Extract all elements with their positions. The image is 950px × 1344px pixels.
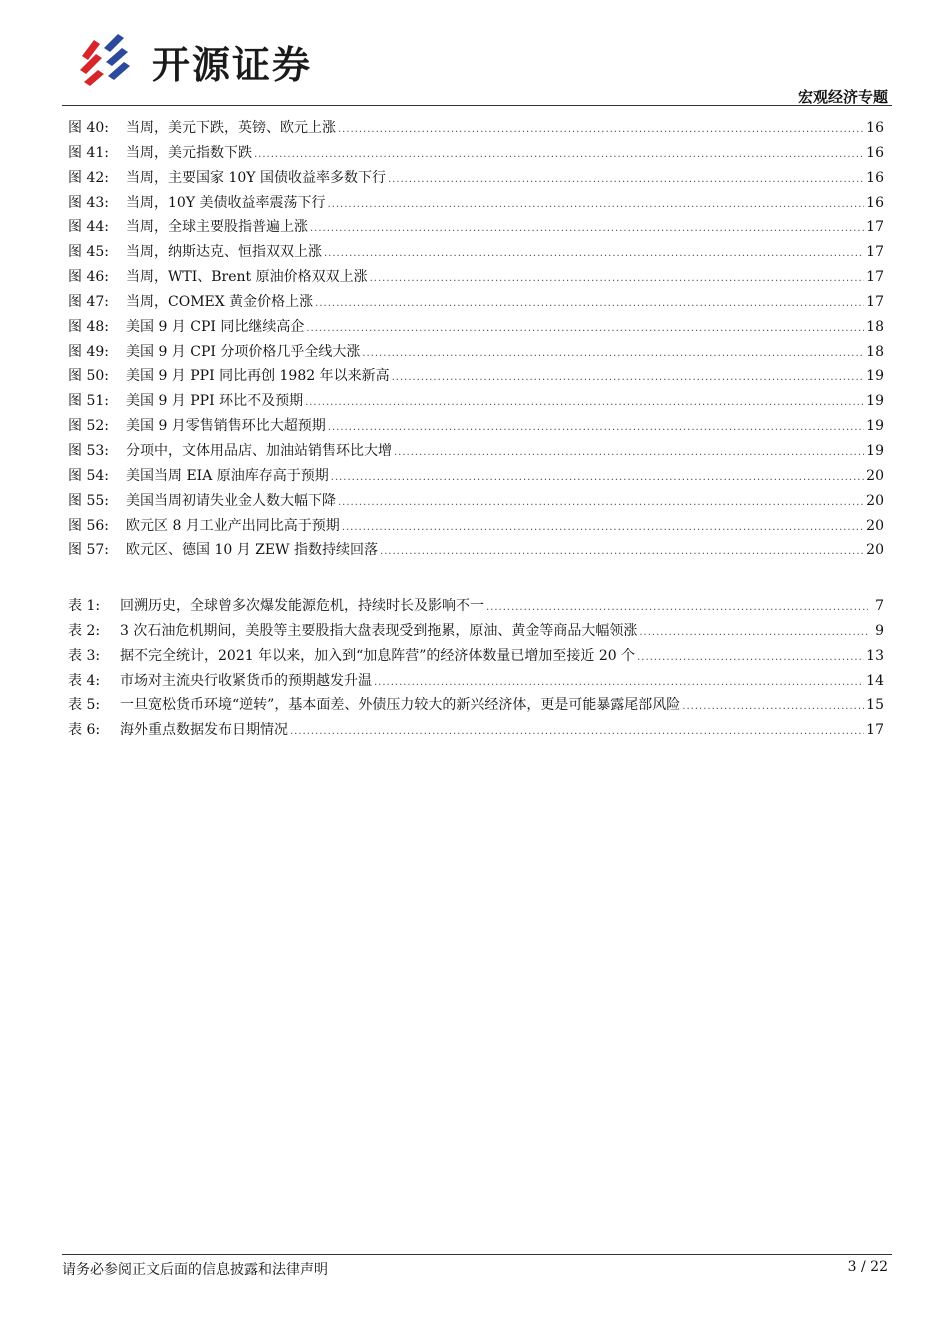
entry-page: 18 (866, 318, 884, 335)
entry-title: 当周，全球主要股指普遍上涨 (126, 219, 308, 236)
entry-number: 图 48: (68, 318, 109, 335)
entry-number: 表 1: (68, 598, 101, 614)
entry-page: 17 (866, 269, 884, 286)
dot-leader (388, 168, 864, 193)
dot-leader (639, 621, 868, 646)
figure-toc-entry[interactable] (68, 315, 884, 340)
entry-page: 16 (866, 144, 884, 161)
entry-number: 图 40: (68, 120, 109, 136)
dot-leader (392, 366, 865, 391)
entry-title: 3 次石油危机期间，美股等主要股指大盘表现受到拖累，原油、黄金等商品大幅领涨 (120, 622, 638, 639)
figure-toc-entry[interactable] (68, 240, 884, 265)
figure-toc-entry[interactable] (68, 265, 884, 290)
dot-leader (682, 695, 864, 720)
entry-title: 美国 9 月 PPI 同比再创 1982 年以来新高 (126, 368, 390, 385)
entry-title: 欧元区 8 月工业产出同比高于预期 (126, 517, 340, 534)
dot-leader (306, 317, 864, 342)
table-toc-entry[interactable] (68, 693, 884, 718)
dot-leader (328, 193, 865, 218)
entry-number: 图 54: (68, 467, 109, 484)
dot-leader (324, 242, 864, 267)
entry-number: 图 43: (68, 194, 109, 211)
entry-title: 当周，美元指数下跌 (126, 144, 252, 161)
entry-title: 海外重点数据发布日期情况 (120, 722, 288, 739)
figure-list (68, 116, 884, 563)
figure-toc-entry[interactable] (68, 439, 884, 464)
table-toc-entry[interactable] (68, 619, 884, 644)
entry-number: 表 2: (68, 622, 101, 639)
figure-toc-entry[interactable] (68, 489, 884, 514)
entry-page: 20 (866, 492, 884, 509)
brand-logo-icon (78, 30, 140, 86)
table-toc-entry[interactable] (68, 718, 884, 743)
entry-title: 当周，COMEX 黄金价格上涨 (126, 293, 314, 310)
figure-toc-entry[interactable] (68, 340, 884, 365)
entry-number: 图 56: (68, 517, 109, 534)
dot-leader (254, 143, 864, 168)
entry-title: 据不完全统计，2021 年以来，加入到“加息阵营”的经济体数量已增加至接近 20 个 (120, 647, 636, 664)
entry-number: 图 49: (68, 343, 109, 360)
figure-toc-entry[interactable] (68, 191, 884, 216)
figure-toc-entry[interactable] (68, 166, 884, 191)
entry-page: 17 (866, 293, 884, 310)
entry-number: 图 42: (68, 169, 109, 186)
entry-number: 图 52: (68, 418, 109, 435)
figure-toc-entry[interactable] (68, 364, 884, 389)
dot-leader (394, 441, 864, 466)
entry-page: 9 (875, 622, 884, 639)
dot-leader (362, 342, 864, 367)
entry-page: 7 (875, 598, 884, 614)
figure-toc-entry[interactable] (68, 141, 884, 166)
dot-leader (370, 267, 865, 292)
dot-leader (342, 516, 864, 541)
brand-name: 开源证券 (152, 43, 313, 87)
entry-title: 美国 9 月 CPI 同比继续高企 (126, 318, 305, 335)
entry-number: 表 6: (68, 722, 101, 739)
entry-number: 图 51: (68, 393, 109, 410)
entry-page: 19 (866, 393, 884, 410)
dot-leader (637, 646, 864, 671)
page-number: 3 / 22 (847, 1259, 888, 1275)
dot-leader (331, 466, 864, 491)
figure-toc-entry[interactable] (68, 464, 884, 489)
table-toc-entry[interactable] (68, 594, 884, 619)
entry-page: 16 (866, 120, 884, 136)
entry-page: 17 (866, 244, 884, 261)
entry-page: 19 (866, 418, 884, 435)
entry-number: 图 57: (68, 542, 109, 559)
dot-leader (315, 292, 864, 317)
entry-number: 图 53: (68, 442, 109, 459)
header-divider (62, 105, 892, 106)
entry-page: 20 (866, 517, 884, 534)
dot-leader (290, 720, 864, 745)
table-list (68, 594, 884, 743)
page-header (0, 0, 950, 110)
entry-title: 美国 9 月 PPI 环比不及预期 (126, 393, 304, 410)
dot-leader (305, 391, 864, 416)
entry-number: 图 44: (68, 219, 109, 236)
figure-toc-entry[interactable] (68, 414, 884, 439)
entry-title: 欧元区、德国 10 月 ZEW 指数持续回落 (126, 542, 378, 559)
entry-page: 13 (866, 647, 884, 664)
entry-title: 当周，10Y 美债收益率震荡下行 (126, 194, 326, 211)
figure-toc-entry[interactable] (68, 116, 884, 141)
entry-title: 分项中，文体用品店、加油站销售环比大增 (126, 442, 392, 459)
entry-page: 18 (866, 343, 884, 360)
dot-leader (374, 671, 864, 696)
entry-number: 图 41: (68, 144, 109, 161)
table-toc-entry[interactable] (68, 644, 884, 669)
entry-number: 图 55: (68, 492, 109, 509)
dot-leader (310, 217, 864, 242)
entry-page: 19 (866, 442, 884, 459)
entry-number: 图 50: (68, 368, 109, 385)
entry-page: 17 (866, 219, 884, 236)
entry-page: 14 (866, 672, 884, 689)
entry-title: 当周，WTI、Brent 原油价格双双上涨 (126, 269, 368, 286)
dot-leader (338, 491, 864, 516)
dot-leader (338, 118, 864, 143)
dot-leader (380, 540, 864, 565)
entry-number: 表 5: (68, 697, 101, 714)
entry-page: 16 (866, 194, 884, 211)
table-toc-entry[interactable] (68, 669, 884, 694)
entry-title: 当周，纳斯达克、恒指双双上涨 (126, 244, 322, 261)
figure-toc-entry[interactable] (68, 514, 884, 539)
footer-disclaimer: 请务必参阅正文后面的信息披露和法律声明 (62, 1262, 328, 1278)
entry-title: 当周，美元下跌，英镑、欧元上涨 (126, 120, 336, 136)
entry-number: 图 46: (68, 269, 109, 286)
entry-page: 15 (866, 697, 884, 714)
figure-toc-entry[interactable] (68, 290, 884, 315)
entry-title: 当周，主要国家 10Y 国债收益率多数下行 (126, 169, 386, 186)
figure-toc-entry[interactable] (68, 538, 884, 563)
entry-page: 19 (866, 368, 884, 385)
entry-page: 20 (866, 542, 884, 559)
entry-page: 17 (866, 722, 884, 739)
figure-toc-entry[interactable] (68, 389, 884, 414)
entry-title: 美国 9 月 CPI 分项价格几乎全线大涨 (126, 343, 361, 360)
entry-number: 图 47: (68, 293, 109, 310)
entry-title: 回溯历史，全球曾多次爆发能源危机，持续时长及影响不一 (120, 598, 484, 614)
entry-title: 美国当周初请失业金人数大幅下降 (126, 492, 336, 509)
entry-number: 表 4: (68, 672, 101, 689)
entry-title: 市场对主流央行收紧货币的预期越发升温 (120, 672, 372, 689)
dot-leader (486, 596, 868, 621)
footer-divider (62, 1254, 892, 1255)
entry-page: 20 (866, 467, 884, 484)
entry-number: 图 45: (68, 244, 109, 261)
entry-title: 一旦宽松货币环境“逆转”，基本面差、外债压力较大的新兴经济体，更是可能暴露尾部风险 (120, 697, 681, 714)
entry-title: 美国当周 EIA 原油库存高于预期 (126, 467, 329, 484)
report-type: 宏观经济专题 (797, 88, 888, 106)
entry-number: 表 3: (68, 647, 101, 664)
dot-leader (328, 416, 864, 441)
figure-toc-entry[interactable] (68, 215, 884, 240)
entry-title: 美国 9 月零售销售环比大超预期 (126, 418, 326, 435)
entry-page: 16 (866, 169, 884, 186)
